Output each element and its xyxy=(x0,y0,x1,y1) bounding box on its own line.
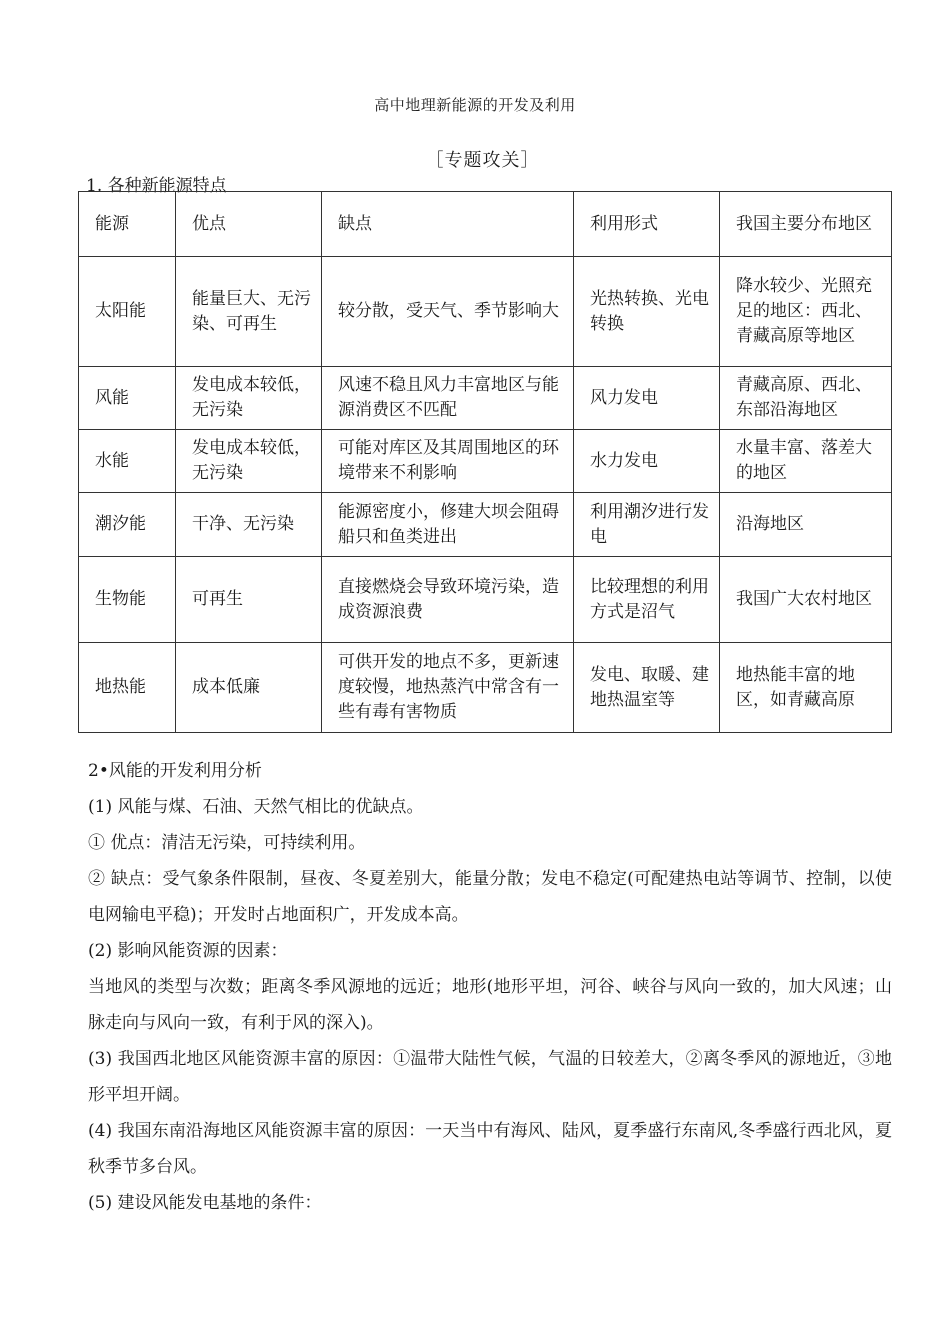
table-row xyxy=(79,367,892,430)
table-row xyxy=(79,557,892,643)
table-cell: 成本低廉 xyxy=(176,643,322,733)
table-cell: 降水较少、光照充足的地区：西北、青藏高原等地区 xyxy=(720,257,892,367)
header-cell: 利用形式 xyxy=(574,192,720,257)
table-row xyxy=(79,430,892,493)
table-cell: 干净、无污染 xyxy=(176,493,322,557)
table-cell: 可供开发的地点不多，更新速度较慢，地热蒸汽中常含有一些有毒有害物质 xyxy=(322,643,574,733)
header-cell: 缺点 xyxy=(322,192,574,257)
section-2 xyxy=(88,753,892,1221)
table-cell: 生物能 xyxy=(79,557,176,643)
paragraph: ① 优点：清洁无污染，可持续利用。 xyxy=(88,833,366,853)
table-cell: 风能 xyxy=(79,367,176,430)
paragraph: (1) 风能与煤、石油、天然气相比的优缺点。 xyxy=(88,797,424,817)
paragraph: ② 缺点：受气象条件限制，昼夜、冬夏差别大，能量分散；发电不稳定(可配建热电站等调节、控制，以使电网输电平稳)；开发时占地面积广，开发成本高。 xyxy=(88,869,892,925)
paragraph: (2) 影响风能资源的因素： xyxy=(88,941,288,961)
energy-table xyxy=(78,191,892,733)
table-cell: 地热能 xyxy=(79,643,176,733)
table-cell: 沿海地区 xyxy=(720,493,892,557)
table-cell: 比较理想的利用方式是沼气 xyxy=(574,557,720,643)
section-heading: 2•风能的开发利用分析 xyxy=(88,761,262,781)
paragraph: 当地风的类型与次数；距离冬季风源地的远近；地形(地形平坦，河谷、峡谷与风向一致的，加大风速；山脉走向与风向一致，有利于风的深入)。 xyxy=(88,977,892,1033)
table-cell: 潮汐能 xyxy=(79,493,176,557)
table-row xyxy=(79,643,892,733)
paragraph: (5) 建设风能发电基地的条件： xyxy=(88,1193,322,1213)
table-cell: 直接燃烧会导致环境污染，造成资源浪费 xyxy=(322,557,574,643)
paragraph: (3) 我国西北地区风能资源丰富的原因：①温带大陆性气候，气温的日较差大，②离冬季风的源地近，③地形平坦开阔。 xyxy=(88,1049,892,1105)
table-header-row xyxy=(79,192,892,257)
table-cell: 发电成本较低，无污染 xyxy=(176,430,322,493)
table-cell: 水能 xyxy=(79,430,176,493)
table-cell: 太阳能 xyxy=(79,257,176,367)
table-cell: 可能对库区及其周围地区的环境带来不利影响 xyxy=(322,430,574,493)
table-cell: 水量丰富、落差大的地区 xyxy=(720,430,892,493)
table-row xyxy=(79,257,892,367)
table-cell: 发电成本较低，无污染 xyxy=(176,367,322,430)
table-cell: 较分散，受天气、季节影响大 xyxy=(322,257,574,367)
table-cell: 发电、取暖、建地热温室等 xyxy=(574,643,720,733)
table-cell: 风速不稳且风力丰富地区与能源消费区不匹配 xyxy=(322,367,574,430)
table-cell: 地热能丰富的地区，如青藏高原 xyxy=(720,643,892,733)
table-cell: 利用潮汐进行发电 xyxy=(574,493,720,557)
table-cell: 水力发电 xyxy=(574,430,720,493)
table-cell: 我国广大农村地区 xyxy=(720,557,892,643)
subtitle: ［专题攻关］ xyxy=(425,150,540,171)
header-cell: 能源 xyxy=(79,192,176,257)
table-cell: 能量巨大、无污染、可再生 xyxy=(176,257,322,367)
paragraph: (4) 我国东南沿海地区风能资源丰富的原因：一天当中有海风、陆风，夏季盛行东南风,冬季盛行西北风，夏秋季节多台风。 xyxy=(88,1121,892,1177)
section-heading: 1. 各种新能源特点 xyxy=(86,176,227,196)
table-cell: 可再生 xyxy=(176,557,322,643)
header-cell: 优点 xyxy=(176,192,322,257)
table-cell: 能源密度小，修建大坝会阻碍船只和鱼类进出 xyxy=(322,493,574,557)
table-row xyxy=(79,493,892,557)
table-cell: 光热转换、光电转换 xyxy=(574,257,720,367)
table-cell: 青藏高原、西北、东部沿海地区 xyxy=(720,367,892,430)
header-cell: 我国主要分布地区 xyxy=(720,192,892,257)
page-title: 高中地理新能源的开发及利用 xyxy=(374,96,576,114)
table-cell: 风力发电 xyxy=(574,367,720,430)
